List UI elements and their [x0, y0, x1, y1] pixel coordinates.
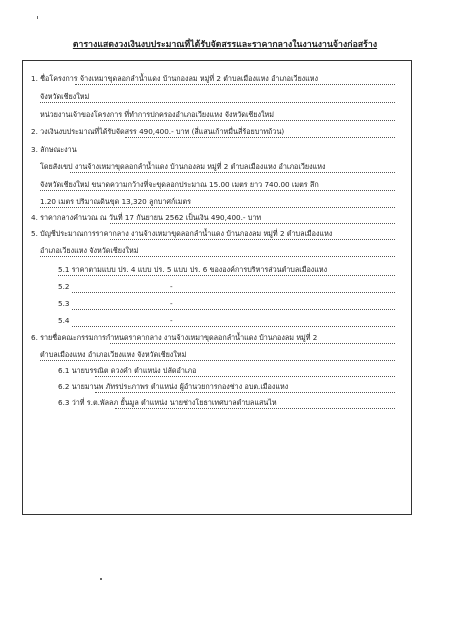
item-3-volume: 1.20 เมตร ปริมาณดินขุด 13,320 ลูกบาศก์เมตร	[40, 197, 192, 206]
document-title: ตารางแสดงวงเงินงบประมาณที่ได้รับจัดสรรและราคากลางในงานงานจ้างก่อสร้าง	[72, 40, 378, 50]
item-5-3-dash: -	[170, 299, 173, 308]
dotted-line	[110, 343, 395, 344]
item-6-district: ตำบลเมืองแหง อำเภอเวียงแหง จังหวัดเชียงใหม่	[40, 350, 187, 359]
item-5-2: 5.2	[58, 282, 70, 291]
item-6-1: 6.1 นายบรรณิต ดวงคำ ตำแหน่ง ปลัดอำเภอ	[58, 366, 197, 375]
item-2-budget: 2. วงเงินงบประมาณที่ได้รับจัดสรร 490,400.- บาท (สี่แสนเก้าหมื่นสี่ร้อยบาทถ้วน)	[31, 127, 285, 136]
dotted-line	[95, 376, 395, 377]
dotted-line	[40, 360, 395, 361]
item-5-2-dash: -	[170, 282, 173, 291]
item-5-4-dash: -	[170, 316, 173, 325]
dotted-line	[110, 239, 395, 240]
item-6-2: 6.2 นายมานพ ภัทรประภาพร ตำแหน่ง ผู้อำนวยการกองช่าง อบต.เมืองแหง	[58, 382, 289, 391]
item-6-3: 6.3 ว่าที่ ร.ต.พัลลภ ยั้นมูล ตำแหน่ง นายช่างโยธาเทศบาลตำบลแสนไห	[58, 398, 277, 407]
item-1-province: จังหวัดเชียงใหม่	[40, 92, 90, 101]
scan-speck	[100, 578, 102, 580]
item-5-1: 5.1 ราคาตามแบบ ปร. 4 แบบ ปร. 5 แบบ ปร. 6 ขององค์การบริหารส่วนตำบลเมืองแหง	[58, 265, 328, 274]
dotted-line	[115, 408, 395, 409]
item-6-committee: 6. รายชื่อคณะกรรมการกำหนดราคากลาง งานจ้างเหมาขุดลอกลำน้ำแดง บ้านกองลม หมู่ที่ 2	[31, 333, 318, 342]
scan-speck	[37, 16, 38, 19]
item-5-district: อำเภอเวียงแหง จังหวัดเชียงใหม่	[40, 246, 139, 255]
dotted-line	[125, 137, 395, 138]
item-3-dimensions: จังหวัดเชียงใหม่ ขนาดความกว้างที่จะขุดลอกประมาณ 15.00 เมตร ยาว 740.00 เมตร ลึก	[40, 180, 319, 189]
item-4-median-price: 4. ราคากลางคำนวณ ณ วันที่ 17 กันยายน 2562 เป็นเงิน 490,400.- บาท	[31, 213, 262, 222]
item-5-estimate: 5. บัญชีประมาณการราคากลาง งานจ้างเหมาขุดลอกลำน้ำแดง บ้านกองลม หมู่ที่ 2 ตำบลเมืองแหง	[31, 229, 333, 238]
dotted-line	[95, 392, 395, 393]
dotted-line	[72, 292, 395, 293]
item-1-project-name: 1. ชื่อโครงการ จ้างเหมาขุดลอกลำน้ำแดง บ้านกองลม หมู่ที่ 2 ตำบลเมืองแหง อำเภอเวียงแหง	[31, 74, 319, 83]
item-5-4: 5.4	[58, 316, 70, 325]
dotted-line	[72, 309, 395, 310]
dotted-line	[40, 256, 395, 257]
dotted-line	[40, 207, 395, 208]
dotted-line	[40, 190, 395, 191]
dotted-line	[70, 172, 395, 173]
item-1-agency: หน่วยงานเจ้าของโครงการ ที่ทำการปกครองอำเภอเวียงแหง จังหวัดเชียงใหม่	[40, 110, 274, 119]
dotted-line	[58, 275, 395, 276]
item-3-summary: โดยสังเขป งานจ้างเหมาขุดลอกลำน้ำแดง บ้านกองลม หมู่ที่ 2 ตำบลเมืองแหง อำเภอเวียงแหง	[40, 162, 326, 171]
dotted-line	[75, 84, 395, 85]
dotted-line	[100, 120, 395, 121]
dotted-line	[110, 223, 395, 224]
dotted-line	[40, 102, 395, 103]
dotted-line	[72, 326, 395, 327]
item-5-3: 5.3	[58, 299, 70, 308]
item-3-heading: 3. ลักษณะงาน	[31, 145, 77, 154]
